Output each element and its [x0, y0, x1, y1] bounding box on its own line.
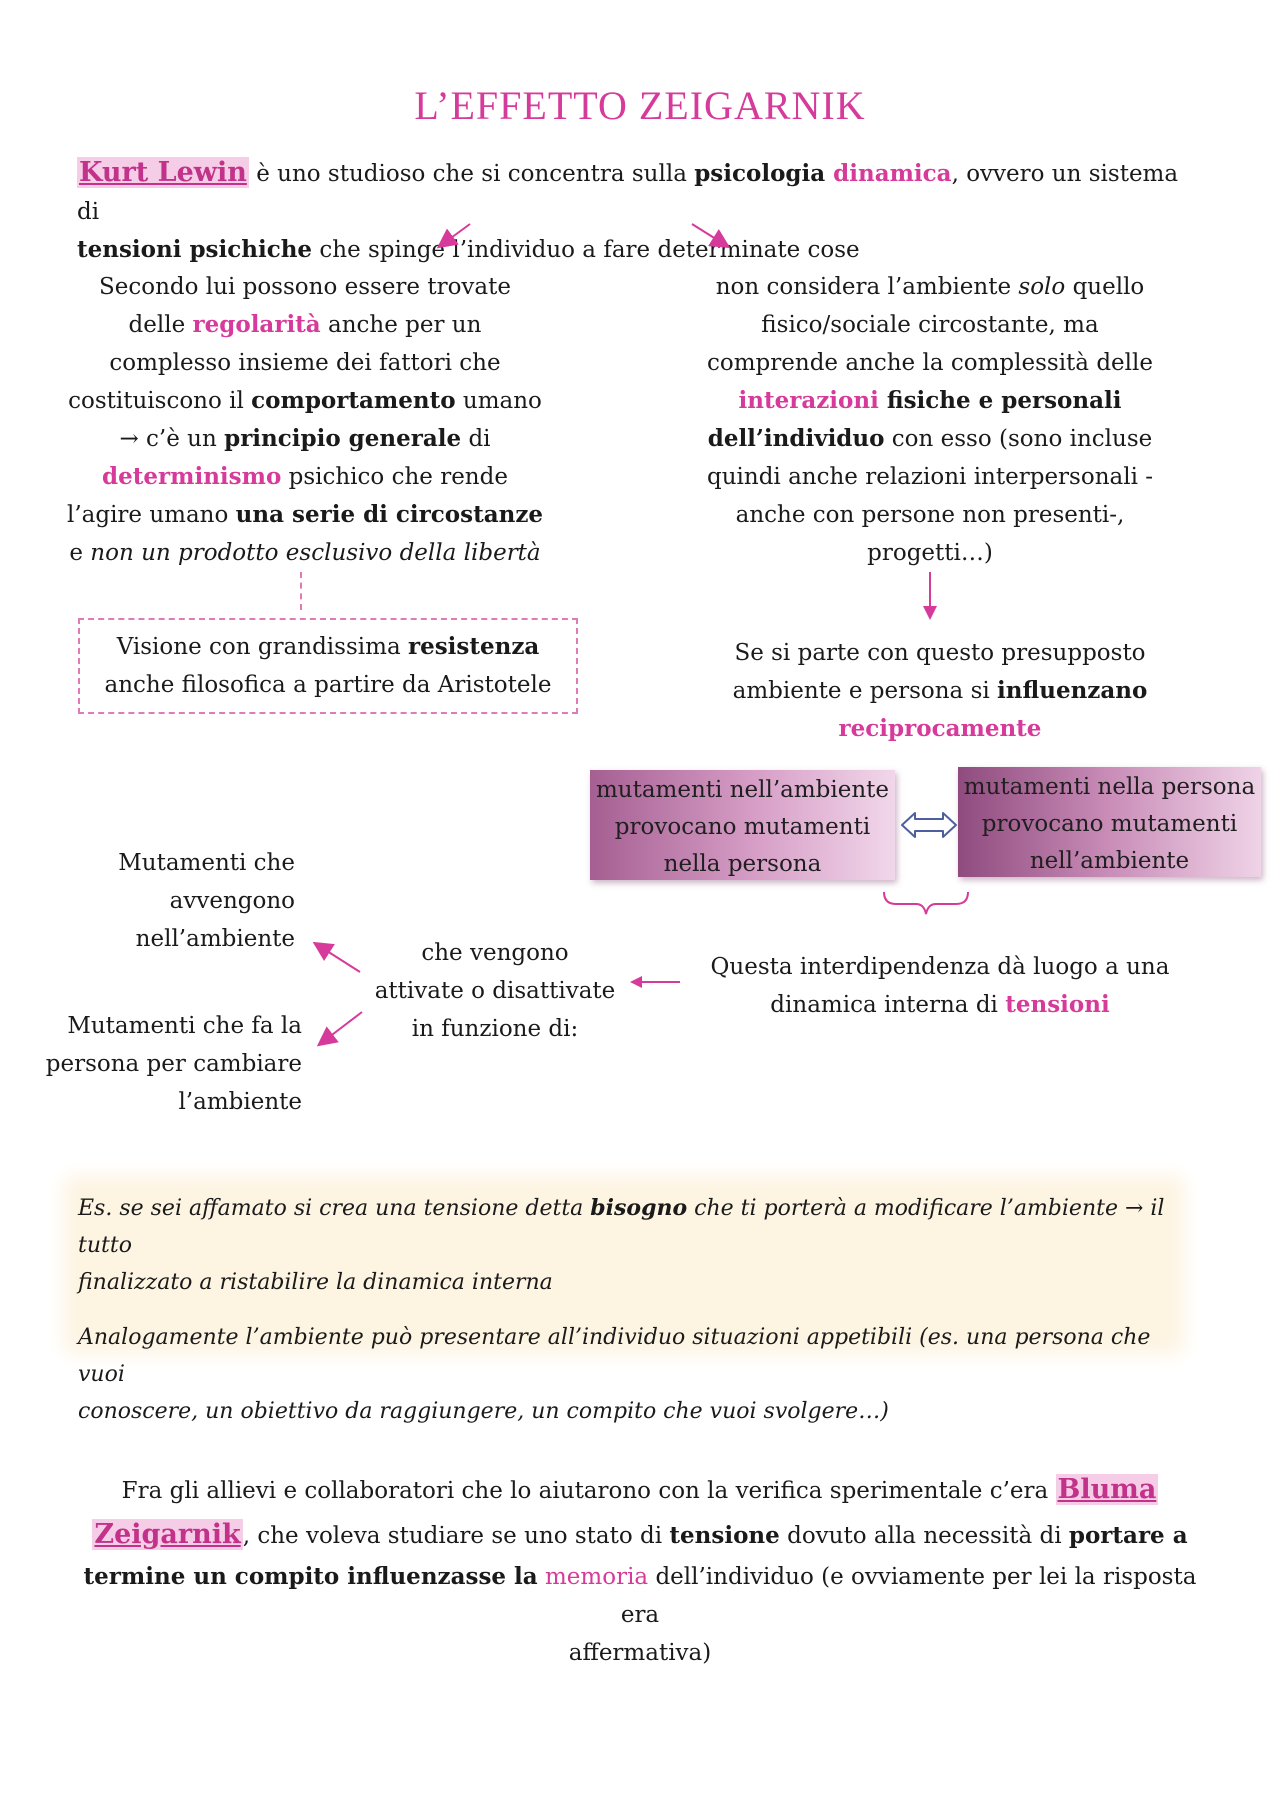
- bluma-name: Bluma: [1057, 1474, 1157, 1505]
- branch-arrows: [300, 930, 380, 1070]
- resistance-box: Visione con grandissima resistenza anche filosofica a partire da Aristotele: [78, 618, 578, 714]
- brace-icon: [880, 890, 970, 930]
- double-arrow-icon: [900, 810, 958, 840]
- intro-arrows: [0, 0, 1280, 300]
- dashed-connector: [300, 572, 302, 610]
- activated-text: che vengono attivate o disattivate in funzione di:: [374, 940, 616, 1042]
- arrow-left-down: [440, 224, 470, 246]
- arrow-down-premise: [920, 570, 940, 620]
- interdependence-text: Questa interdipendenza dà luogo a una dinamica interna di tensioni: [710, 954, 1170, 1018]
- arrow-right-down: [692, 224, 727, 246]
- arrow-down-left: [320, 1012, 362, 1044]
- box-person-changes: mutamenti nella persona provocano mutamenti nell’ambiente: [958, 767, 1261, 877]
- arrow-up-left: [316, 944, 360, 972]
- changes-environment-text: Mutamenti che avvengono nell’ambiente: [118, 850, 295, 952]
- zeigarnik-name: Zeigarnik: [94, 1519, 241, 1550]
- closing-paragraph: Fra gli allievi e collaboratori che lo aiutarono con la verifica sperimentale c’era Bluma Zeigarnik, che voleva studiare se uno stato di tensione dovuto alla necessità di portare a termine un compito influenzasse la memoria dell’individuo (e ovviamente per lei la risposta era affermativa): [83, 1474, 1197, 1666]
- example-note: Es. se sei affamato si crea una tensione detta bisogno che ti porterà a modificare l’ambiente → il tutto finalizzato a ristabilire la dinamica interna Analogamente l’ambiente può presentare all’individuo situazioni appetibili (es. una persona che vuoi conoscere, un obiettivo da raggiungere, un compito che vuoi svolgere…): [78, 1190, 1170, 1340]
- right-column-text: non considera l’ambiente solo quello fisico/sociale circostante, ma comprende anche la complessità delle interazioni fisiche e personali dell’individuo con esso (sono incluse quindi anche relazioni interpersonali - anche con persone non presenti-, progetti…): [706, 274, 1154, 566]
- premise-text: Se si parte con questo presupposto ambiente e persona si influenzano reciprocamente: [732, 640, 1148, 742]
- left-column-text: Secondo lui possono essere trovate delle regolarità anche per un complesso insieme dei fattori che costituiscono il comportamento umano → c’è un principio generale di determinismo psichico che rende l’agire umano una serie di circostanze e non un prodotto esclusivo della libertà: [66, 274, 544, 566]
- page-title: L’EFFETTO ZEIGARNIK: [414, 83, 866, 128]
- box-environment-changes: mutamenti nell’ambiente provocano mutamenti nella persona: [590, 770, 895, 880]
- arrow-left-activated: [628, 972, 683, 992]
- intro-paragraph: Kurt Lewin è uno studioso che si concentra sulla psicologia dinamica, ovvero un sistema di tensioni psichiche che spinge l’individuo a fare determinate cose: [77, 157, 1179, 263]
- kurt-lewin-name: Kurt Lewin: [79, 157, 247, 188]
- changes-person-text: Mutamenti che fa la persona per cambiare l’ambiente: [45, 1013, 302, 1115]
